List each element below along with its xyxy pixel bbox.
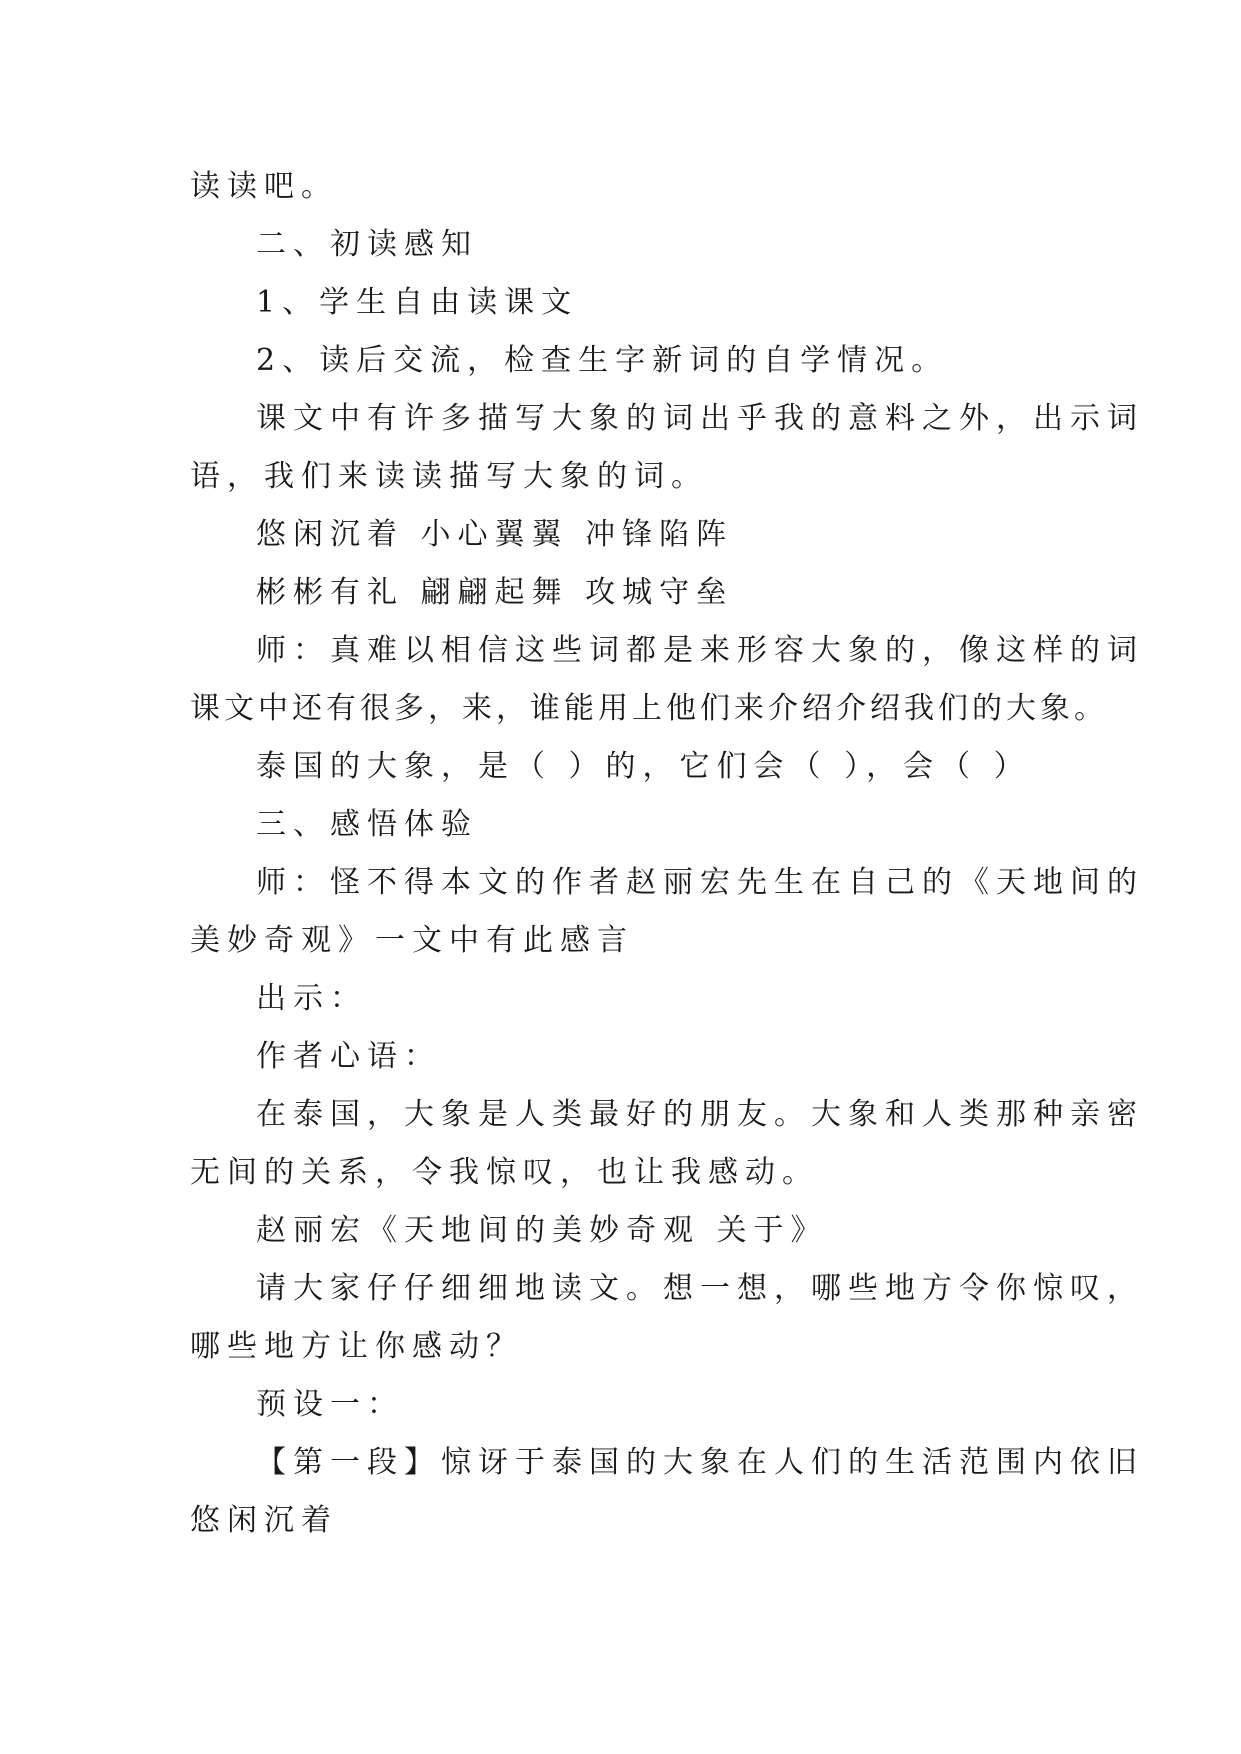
text-line: 1、学生自由读课文 bbox=[256, 285, 579, 320]
text-line: 2、读后交流，检查生字新词的自学情况。 bbox=[256, 343, 949, 378]
text-line: 师：怪不得本文的作者赵丽宏先生在自己的《天地间的 bbox=[256, 865, 1144, 900]
text-line: 作者心语： bbox=[256, 1039, 441, 1074]
section-heading: 二、初读感知 bbox=[256, 227, 478, 262]
text-line: 悠闲沉着 bbox=[190, 1503, 338, 1538]
document-body bbox=[190, 158, 1144, 1550]
fill-in-blank-line: 泰国的大象，是（ ）的，它们会（ ），会（ ） bbox=[256, 749, 1031, 784]
text-line: 哪些地方让你感动？ bbox=[190, 1329, 523, 1364]
text-line: 课文中还有很多，来，谁能用上他们来介绍介绍我们的大象。 bbox=[190, 691, 1108, 726]
text-line: 预设一： bbox=[256, 1387, 404, 1422]
vocabulary-line: 彬彬有礼 翩翩起舞 攻城守垒 bbox=[256, 575, 734, 610]
text-line: 师：真难以相信这些词都是来形容大象的，像这样的词 bbox=[256, 633, 1144, 668]
citation-line: 赵丽宏《天地间的美妙奇观 关于》 bbox=[256, 1213, 828, 1248]
quote-line: 在泰国，大象是人类最好的朋友。大象和人类那种亲密 bbox=[256, 1097, 1144, 1132]
vocabulary-line: 悠闲沉着 小心翼翼 冲锋陷阵 bbox=[256, 517, 734, 552]
quote-line: 无间的关系，令我惊叹，也让我感动。 bbox=[190, 1155, 819, 1190]
section-heading: 三、感悟体验 bbox=[256, 807, 478, 842]
text-line: 出示： bbox=[256, 981, 367, 1016]
text-line: 【第一段】惊讶于泰国的大象在人们的生活范围内依旧 bbox=[256, 1445, 1144, 1480]
text-line: 美妙奇观》一文中有此感言 bbox=[190, 923, 634, 958]
text-line: 语，我们来读读描写大象的词。 bbox=[190, 459, 708, 494]
text-line: 读读吧。 bbox=[190, 169, 338, 204]
text-line: 请大家仔仔细细地读文。想一想，哪些地方令你惊叹， bbox=[256, 1271, 1144, 1306]
text-line: 课文中有许多描写大象的词出乎我的意料之外，出示词 bbox=[256, 401, 1144, 436]
